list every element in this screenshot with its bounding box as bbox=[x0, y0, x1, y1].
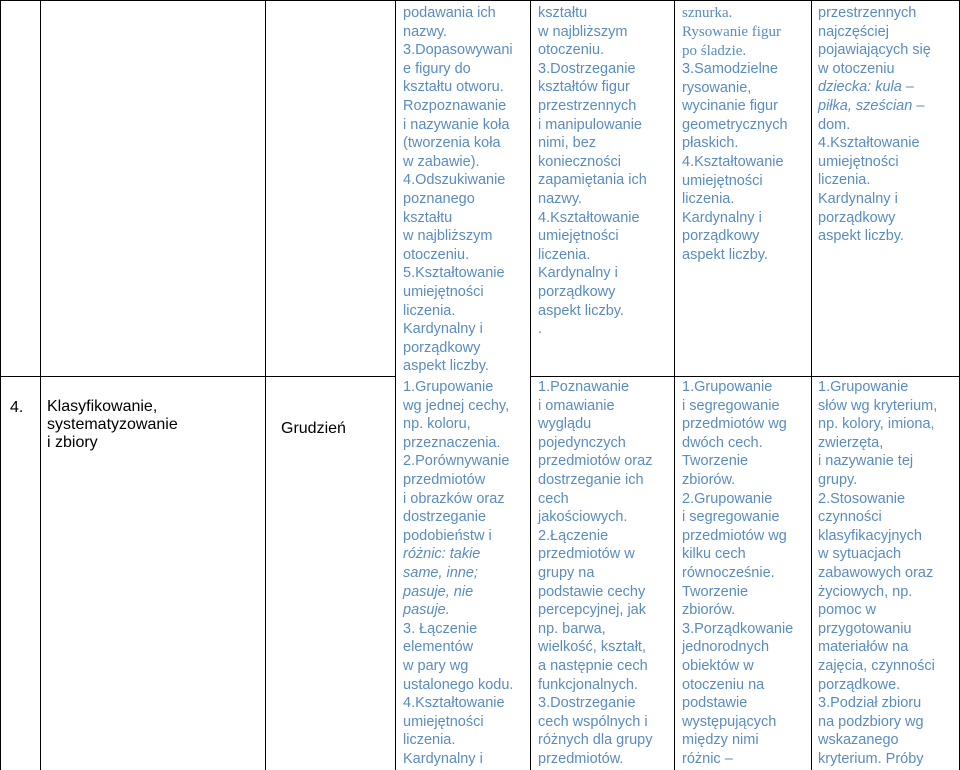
text-line: Rysowanie figur bbox=[682, 24, 781, 40]
text-line: kryterium. Próby bbox=[818, 750, 924, 767]
text-line: Kardynalny i bbox=[682, 209, 762, 226]
text-line: np. barwa, bbox=[538, 620, 606, 637]
text-line: geometrycznych bbox=[682, 116, 788, 133]
text-line: i manipulowanie bbox=[538, 116, 642, 133]
text-line: 2.Stosowanie bbox=[818, 490, 906, 507]
text-line: 3.Dostrzeganie bbox=[538, 695, 636, 712]
text-line: pojedynczych bbox=[538, 434, 626, 451]
text-line: liczenia. bbox=[403, 732, 456, 749]
text-line: podstawie bbox=[682, 695, 748, 712]
text-line: różnych dla grupy bbox=[538, 732, 653, 749]
text-line: czynności bbox=[818, 509, 882, 526]
row-number: 4. bbox=[10, 399, 24, 416]
text-line: otoczeniu. bbox=[538, 42, 605, 59]
text-line: np. kolory, imiona, bbox=[818, 416, 935, 433]
text-line: konieczności bbox=[538, 153, 622, 170]
text-line: umiejętności bbox=[403, 713, 484, 730]
text-line: przedmiotów. bbox=[538, 750, 624, 767]
text-line: grupy. bbox=[818, 471, 858, 488]
text-line: aspekt liczby. bbox=[682, 246, 768, 263]
text-line: umiejętności bbox=[538, 228, 619, 245]
text-line: zwierzęta, bbox=[818, 434, 884, 451]
text-line: zbiorów. bbox=[682, 602, 736, 619]
text-line: ustalonego kodu. bbox=[403, 676, 514, 693]
topic-cell bbox=[47, 398, 178, 452]
text-line: i nazywanie koła bbox=[403, 116, 510, 133]
text-line: porządkowy bbox=[682, 228, 760, 245]
text-line: 5.Kształtowanie bbox=[403, 265, 505, 282]
text-line: przestrzennych bbox=[818, 5, 917, 21]
text-line: 3.Samodzielne bbox=[682, 61, 778, 77]
text-line: aspekt liczby. bbox=[538, 302, 624, 319]
text-line: dziecka: kula – bbox=[818, 79, 914, 96]
col6-bottom-cell bbox=[818, 378, 937, 768]
text-line: różnic – bbox=[682, 750, 733, 767]
text-line: same, inne; bbox=[403, 564, 478, 581]
text-line: Kardynalny i bbox=[538, 265, 618, 282]
text-line: wycinanie figur bbox=[682, 98, 778, 115]
text-line: przygotowaniu bbox=[818, 620, 912, 637]
text-line: przedmiotów w bbox=[538, 546, 635, 563]
text-line: dostrzeganie ich bbox=[538, 471, 644, 488]
text-line: 3. Łączenie bbox=[403, 620, 478, 637]
text-line: (tworzenia koła bbox=[403, 135, 501, 152]
text-line: 3.Dostrzeganie bbox=[538, 60, 636, 77]
text-line: jednorodnych bbox=[682, 639, 770, 656]
text-line: w sytuacjach bbox=[818, 546, 902, 563]
text-line: w pary wg bbox=[403, 657, 469, 674]
text-line: przedmiotów oraz bbox=[538, 453, 653, 470]
text-line: porządkowe. bbox=[818, 676, 901, 693]
text-line: cech wspólnych i bbox=[538, 713, 648, 730]
text-line: umiejętności bbox=[403, 283, 484, 300]
text-line: Kardynalny i bbox=[403, 321, 483, 338]
text-line: 2.Łączenie bbox=[538, 527, 609, 544]
text-line: nimi, bez bbox=[538, 135, 597, 152]
text-line: płaskich. bbox=[682, 135, 739, 152]
text-line: i segregowanie bbox=[682, 397, 780, 414]
text-line: materiałów na bbox=[818, 639, 909, 656]
text-line: zabawowych oraz bbox=[818, 564, 934, 581]
text-line: 4.Odszukiwanie bbox=[403, 172, 506, 189]
text-line: wielkość, kształt, bbox=[538, 639, 646, 656]
text-line: cech bbox=[538, 490, 569, 507]
text-line: porządkowy bbox=[538, 283, 616, 300]
text-line: podawania ich bbox=[403, 5, 496, 21]
text-line: 1.Poznawanie bbox=[538, 379, 630, 395]
text-line: po śladzie. bbox=[682, 43, 747, 59]
topic-line: Klasyfikowanie, bbox=[47, 398, 158, 415]
text-line: i nazywanie tej bbox=[818, 453, 914, 470]
month-cell: Grudzień bbox=[281, 420, 346, 437]
text-line: klasyfikacyjnych bbox=[818, 527, 922, 544]
text-line: kształtu bbox=[538, 5, 588, 21]
text-line: 2.Porównywanie bbox=[403, 453, 510, 470]
text-line: w najbliższym bbox=[403, 228, 493, 245]
text-line: kształtu bbox=[403, 209, 453, 226]
text-line: poznanego bbox=[403, 190, 475, 207]
text-line: w zabawie). bbox=[403, 153, 480, 170]
text-line: a następnie cech bbox=[538, 657, 648, 674]
text-line: dwóch cech. bbox=[682, 434, 763, 451]
text-line: porządkowy bbox=[818, 209, 896, 226]
text-line: porządkowy bbox=[403, 339, 481, 356]
row-divider bbox=[0, 0, 960, 1]
col5-top-serif bbox=[682, 4, 781, 61]
text-line: obiektów w bbox=[682, 657, 754, 674]
text-line: 4.Kształtowanie bbox=[403, 695, 505, 712]
text-line: pomoc w bbox=[818, 602, 877, 619]
text-line: aspekt liczby. bbox=[818, 228, 904, 245]
text-line: 3.Podział zbioru bbox=[818, 695, 922, 712]
text-line: Kardynalny i bbox=[403, 750, 483, 767]
text-line: wg jednej cechy, bbox=[403, 397, 510, 414]
text-line: . bbox=[538, 321, 543, 338]
text-line: Tworzenie bbox=[682, 583, 749, 600]
text-line: nazwy. bbox=[538, 190, 583, 207]
column-divider bbox=[395, 0, 396, 770]
text-line: otoczeniu na bbox=[682, 676, 765, 693]
text-line: przedmiotów wg bbox=[682, 527, 787, 544]
table-border-left bbox=[0, 0, 1, 770]
text-line: i omawianie bbox=[538, 397, 615, 414]
text-line: wskazanego bbox=[818, 732, 899, 749]
text-line: piłka, sześcian – bbox=[818, 97, 925, 114]
text-line: 2.Grupowanie bbox=[682, 490, 773, 507]
text-line: słów wg kryterium, bbox=[818, 397, 938, 414]
column-divider bbox=[40, 0, 41, 770]
column-divider bbox=[674, 0, 675, 770]
topic-line: systematyzowanie bbox=[47, 416, 178, 433]
text-line: 1.Grupowanie bbox=[682, 379, 773, 395]
col5-top-cell bbox=[682, 60, 788, 265]
text-line: umiejętności bbox=[818, 153, 899, 170]
col4-bottom-cell bbox=[538, 378, 652, 768]
text-line: zbiorów. bbox=[682, 471, 736, 488]
text-line: przestrzennych bbox=[538, 97, 637, 114]
text-line: jakościowych. bbox=[538, 509, 628, 526]
text-line: przedmiotów bbox=[403, 471, 486, 488]
text-line: funkcjonalnych. bbox=[538, 676, 638, 693]
text-line: liczenia. bbox=[682, 191, 735, 208]
text-line: przedmiotów wg bbox=[682, 416, 787, 433]
text-line: na podzbiory wg bbox=[818, 713, 924, 730]
text-line: przeznaczenia. bbox=[403, 434, 501, 451]
text-line: otoczeniu. bbox=[403, 246, 470, 263]
text-line: kilku cech bbox=[682, 546, 746, 563]
text-line: 3.Porządkowanie bbox=[682, 620, 794, 637]
text-line: zapamiętania ich bbox=[538, 172, 647, 189]
text-line: Kardynalny i bbox=[818, 190, 898, 207]
text-line: 1.Grupowanie bbox=[403, 379, 494, 395]
text-line: kształtów figur bbox=[538, 79, 630, 96]
text-line: e figury do bbox=[403, 60, 471, 77]
text-line: kształtu otworu. bbox=[403, 79, 504, 96]
text-line: liczenia. bbox=[538, 246, 591, 263]
text-line: równocześnie. bbox=[682, 564, 775, 581]
text-line: nazwy. bbox=[403, 23, 448, 40]
topic-line: i zbiory bbox=[47, 434, 98, 451]
text-line: i obrazków oraz bbox=[403, 490, 505, 507]
text-line: występujących bbox=[682, 713, 777, 730]
col3-bottom-cell bbox=[403, 378, 513, 768]
text-line: w najbliższym bbox=[538, 23, 628, 40]
text-line: umiejętności bbox=[682, 172, 763, 189]
col3-top-cell bbox=[403, 4, 513, 376]
text-line: elementów bbox=[403, 639, 474, 656]
text-line: liczenia. bbox=[818, 172, 871, 189]
text-line: 1.Grupowanie bbox=[818, 379, 909, 395]
col5-bottom-cell bbox=[682, 378, 793, 768]
text-line: zajęcia, czynności bbox=[818, 657, 935, 674]
column-divider bbox=[265, 0, 266, 770]
text-line: dom. bbox=[818, 116, 851, 133]
text-line: i segregowanie bbox=[682, 509, 780, 526]
text-line: liczenia. bbox=[403, 302, 456, 319]
text-line: wyglądu bbox=[538, 416, 592, 433]
text-line: aspekt liczby. bbox=[403, 358, 489, 375]
text-line: 4.Kształtowanie bbox=[538, 209, 640, 226]
text-line: dostrzeganie bbox=[403, 509, 487, 526]
text-line: pojawiających się bbox=[818, 42, 931, 59]
text-line: 4.Kształtowanie bbox=[818, 135, 920, 152]
text-line: życiowych, np. bbox=[818, 583, 913, 600]
text-line: pasuje. bbox=[403, 602, 450, 619]
column-divider bbox=[530, 0, 531, 770]
col4-top-cell bbox=[538, 4, 647, 339]
text-line: różnic: takie bbox=[403, 546, 481, 563]
text-line: Tworzenie bbox=[682, 453, 749, 470]
column-divider bbox=[811, 0, 812, 770]
text-line: np. koloru, bbox=[403, 416, 471, 433]
col6-top-cell bbox=[818, 4, 931, 246]
text-line: grupy na bbox=[538, 564, 595, 581]
text-line: podobieństw i bbox=[403, 527, 492, 544]
text-line: 4.Kształtowanie bbox=[682, 153, 784, 170]
text-line: 3.Dopasowywani bbox=[403, 42, 513, 59]
text-line: sznurka. bbox=[682, 5, 733, 21]
text-line: podstawie cechy bbox=[538, 583, 646, 600]
text-line: percepcyjnej, jak bbox=[538, 602, 646, 619]
text-line: najczęściej bbox=[818, 23, 889, 40]
row-divider bbox=[530, 376, 960, 377]
row-divider bbox=[0, 376, 395, 377]
text-line: między nimi bbox=[682, 732, 759, 749]
text-line: Rozpoznawanie bbox=[403, 97, 507, 114]
text-line: w otoczeniu bbox=[818, 60, 895, 77]
text-line: rysowanie, bbox=[682, 79, 752, 96]
text-line: pasuje, nie bbox=[403, 583, 474, 600]
